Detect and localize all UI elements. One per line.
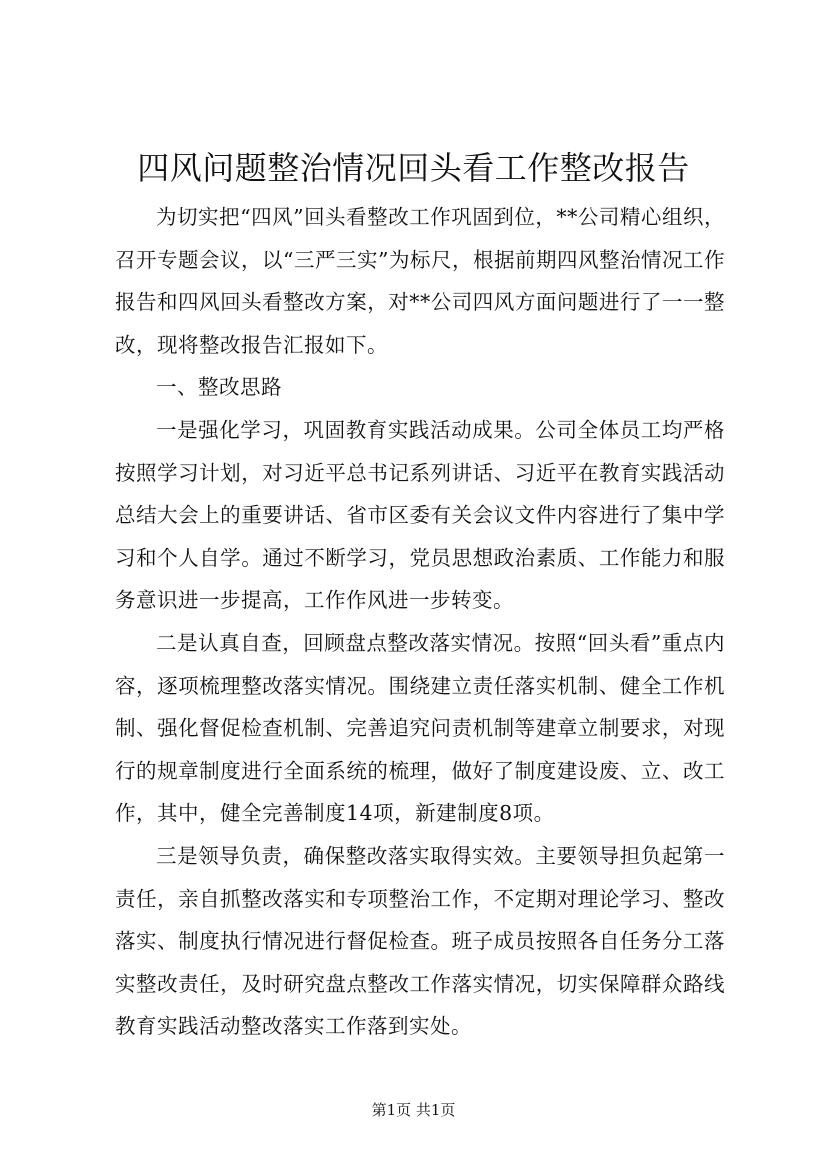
section-heading: 一、整改思路 bbox=[156, 375, 282, 400]
paragraph-point-one: 一是强化学习，巩固教育实践活动成果。公司全体员工均严格按照学习计划，对习近平总书记系列讲话、习近平在教育实践活动总结大会上的重要讲话、省市区委有关会议文件内容进行了集中学习和个人自学。通过不断学习，党员思想政治素质、工作能力和服务意识进一步提高，工作作风进一步转变。 bbox=[115, 417, 725, 613]
paragraph-intro: 为切实把“四风”回头看整改工作巩固到位，**公司精心组织，召开专题会议，以“三严三实”为标尺，根据前期四风整治情况工作报告和四风回头看整改方案，对**公司四风方面问题进行了一一整改，现将整改报告汇报如下。 bbox=[115, 205, 725, 357]
paragraph-point-three: 三是领导负责，确保整改落实取得实效。主要领导担负起第一责任，亲自抓整改落实和专项整治工作，不定期对理论学习、整改落实、制度执行情况进行督促检查。班子成员按照各自任务分工落实整改责任，及时研究盘点整改工作落实情况，切实保障群众路线教育实践活动整改落实工作落到实处。 bbox=[115, 843, 725, 1039]
document-body bbox=[115, 196, 725, 1048]
paragraph-point-two: 二是认真自查，回顾盘点整改落实情况。按照“回头看”重点内容，逐项梳理整改落实情况。围绕建立责任落实机制、健全工作机制、强化督促检查机制、完善追究问责机制等建章立制要求，对现行的规章制度进行全面系统的梳理，做好了制度建设废、立、改工作，其中，健全完善制度14项，新建制度8项。 bbox=[115, 630, 725, 826]
page-number-footer: 第1页 共1页 bbox=[371, 1101, 456, 1119]
document-title: 四风问题整治情况回头看工作整改报告 bbox=[137, 149, 690, 187]
